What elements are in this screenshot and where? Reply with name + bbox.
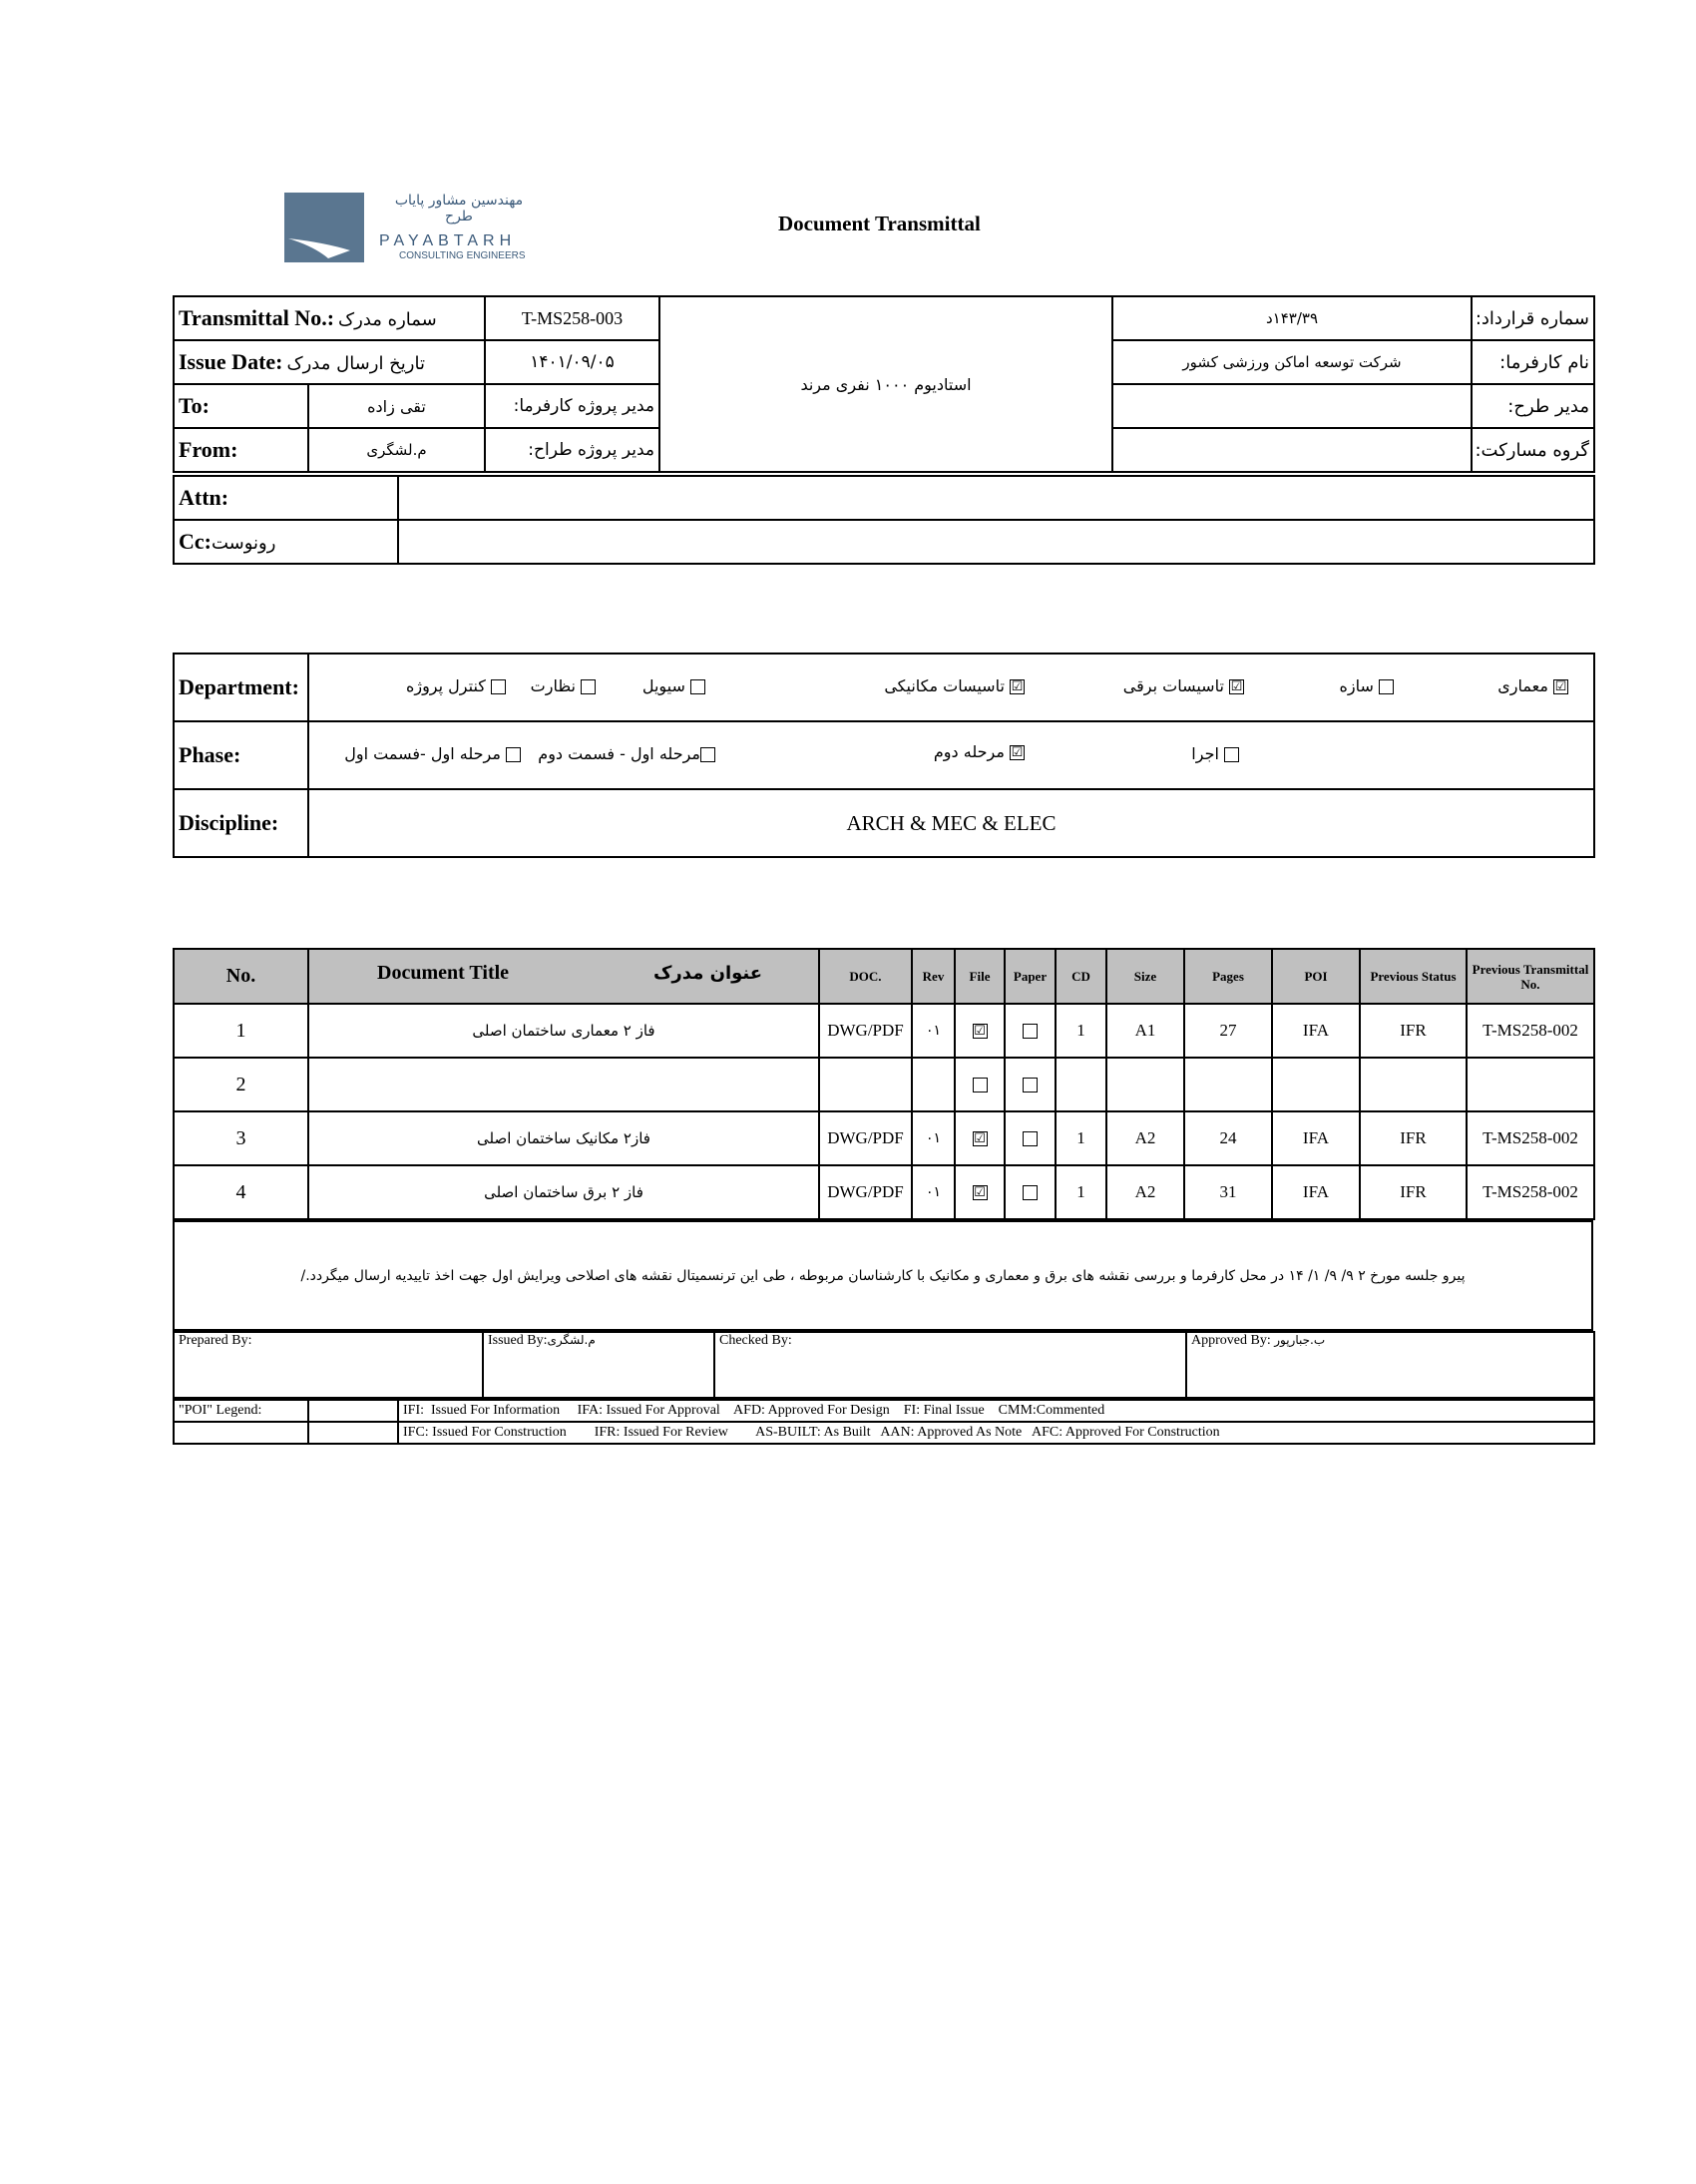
cell-prev-status: IFR [1360,1165,1467,1219]
attn-label: Attn: [174,476,398,520]
dept-civil[interactable]: سیویل [642,676,705,695]
file-checkbox[interactable]: ☑ [974,1130,986,1146]
table-row [174,1111,1594,1165]
dept-project-control[interactable]: کنترل پروژه [406,676,506,695]
cell-title: فاز ۲ برق ساختمان اصلی [308,1165,819,1219]
phase-options [308,721,1594,789]
cell-pages [1184,1058,1272,1111]
cell-rev [912,1058,955,1111]
cell-cd: 1 [1056,1004,1106,1058]
checked-by: Checked By: [714,1332,1186,1398]
cell-prev-status: IFR [1360,1004,1467,1058]
classification-table [173,653,1595,858]
cell-cd [1056,1058,1106,1111]
col-size: Size [1106,949,1184,1004]
cell-size [1106,1058,1184,1111]
col-poi: POI [1272,949,1360,1004]
phase-first-part-one-checkbox[interactable] [506,747,521,762]
transmittal-no-label: Transmittal No.: [179,305,335,330]
dept-electrical[interactable]: ☑ تاسیسات برقی [1122,676,1243,695]
document-rows [174,1004,1594,1219]
cell-no: 2 [174,1058,308,1111]
dept-architecture-checkbox[interactable]: ☑ [1554,679,1567,694]
paper-checkbox[interactable] [1023,1131,1038,1146]
phase-second[interactable]: ☑ مرحله دوم [933,742,1024,761]
transmittal-no-value: T-MS258-003 [485,296,659,340]
cell-doc [819,1058,912,1111]
paper-checkbox[interactable] [1023,1078,1038,1092]
transmittal-no-label-cell [174,296,485,340]
cell-poi: IFA [1272,1111,1360,1165]
table-row [174,1165,1594,1219]
transmittal-no-fa: سماره مدرک [338,309,437,330]
cell-file [955,1058,1005,1111]
file-checkbox[interactable]: ☑ [974,1023,986,1039]
contract-no-value: ۱۴۳/۳۹د [1112,296,1472,340]
legend-line-2: IFC: Issued For Construction IFR: Issued For Review AS-BUILT: As Built AAN: Approved As Note AFC: Approved For Construction [398,1422,1594,1444]
cell-prev-no: T-MS258-002 [1467,1004,1594,1058]
cell-prev-status [1360,1058,1467,1111]
client-label: نام کارفرما: [1472,340,1594,384]
logo-fa-text: مهندسین مشاور پایاب طرح [394,193,524,224]
issued-by [483,1332,714,1398]
cell-rev: ۰۱ [912,1111,955,1165]
page-title: Document Transmittal [778,212,981,235]
to-label: To: [174,384,308,428]
dept-mechanical-checkbox[interactable]: ☑ [1011,679,1024,694]
cell-prev-no: T-MS258-002 [1467,1111,1594,1165]
legend-label: "POI" Legend: [174,1400,308,1422]
issued-by-label: Issued By: [488,1333,548,1348]
discipline-label: Discipline: [174,789,308,857]
cell-paper [1005,1111,1056,1165]
file-checkbox[interactable] [973,1078,988,1092]
col-pages: Pages [1184,949,1272,1004]
client-pm-label: مدیر پروژه کارفرما: [485,384,659,428]
header-table [173,295,1595,473]
cc-label: Cc: [179,529,212,554]
phase-first-part-one[interactable]: مرحله اول -فسمت اول [344,744,521,763]
prepared-by: Prepared By: [174,1332,483,1398]
cell-title: فاز۲ مکانیک ساختمان اصلی [308,1111,819,1165]
cc-fa: رونوست [211,533,276,554]
phase-execution[interactable]: اجرا [1191,744,1239,763]
cell-file [955,1165,1005,1219]
approved-by-name: ب.جبارپور [1274,1333,1326,1347]
col-title-fa: عنوان مدرک [653,963,763,984]
col-prev-no: Previous Transmittal No. [1467,949,1594,1004]
attn-value [398,476,1594,520]
design-manager-value [1112,384,1472,428]
partnership-value [1112,428,1472,472]
phase-second-checkbox[interactable]: ☑ [1011,745,1024,760]
cc-value [398,520,1594,564]
phase-first-part-two[interactable]: مرحله اول - فسمت دوم [538,744,715,763]
partnership-label: گروه مسارکت: [1472,428,1594,472]
discipline-value: ARCH & MEC & ELEC [308,789,1594,857]
col-file: File [955,949,1005,1004]
dept-project-control-checkbox[interactable] [491,679,506,694]
cell-prev-no: T-MS258-002 [1467,1165,1594,1219]
cell-prev-no [1467,1058,1594,1111]
cell-poi: IFA [1272,1165,1360,1219]
cell-size: A2 [1106,1111,1184,1165]
cell-title: فاز ۲ معماری ساختمان اصلی [308,1004,819,1058]
dept-civil-checkbox[interactable] [690,679,705,694]
col-paper: Paper [1005,949,1056,1004]
col-cd: CD [1056,949,1106,1004]
logo-name: PAYABTARH [379,232,517,249]
cell-no: 3 [174,1111,308,1165]
issue-date-label: Issue Date: [179,349,283,374]
client-value: شرکت توسعه اماکن ورزشی کشور [1112,340,1472,384]
cell-poi: IFA [1272,1004,1360,1058]
cell-pages: 27 [1184,1004,1272,1058]
design-manager-label: مدیر طرح: [1472,384,1594,428]
legend-table [173,1399,1595,1445]
cell-no: 4 [174,1165,308,1219]
cell-doc: DWG/PDF [819,1004,912,1058]
cell-cd: 1 [1056,1111,1106,1165]
col-no: No. [174,949,308,1004]
paper-checkbox[interactable] [1023,1024,1038,1039]
from-value: م.لشگری [308,428,485,472]
cell-poi [1272,1058,1360,1111]
phase-execution-checkbox[interactable] [1224,747,1239,762]
cell-pages: 24 [1184,1111,1272,1165]
phase-first-part-two-checkbox[interactable] [700,747,715,762]
dept-architecture[interactable]: ☑ معماری [1497,676,1567,695]
col-title-en: Document Title [377,962,510,984]
dept-electrical-checkbox[interactable]: ☑ [1230,679,1243,694]
cell-prev-status: IFR [1360,1111,1467,1165]
legend-empty-1 [174,1422,308,1444]
legend-empty-2 [308,1422,398,1444]
cell-paper [1005,1004,1056,1058]
cell-pages: 31 [1184,1165,1272,1219]
department-label: Department: [174,654,308,721]
legend-line-1: IFI: Issued For Information IFA: Issued For Approval AFD: Approved For Design FI: Final Issue CMM:Commented [398,1400,1594,1422]
transmittal-note: پیرو جلسه مورخ ۲ ۹/ ۹/ ۱/ ۱۴ در محل کارفرما و بررسی نقشه های برق و معماری و مکانیک با کارشناسان مربوطه ، طی این ترنسمیتال نقشه های اصلاحی ویرایش اول جهت اخذ تاییدیه ارسال میگردد./ [174,1221,1592,1330]
col-title [308,949,819,1004]
legend-spacer [308,1400,398,1422]
phase-label: Phase: [174,721,308,789]
logo-mark-icon [284,193,364,262]
department-options [308,654,1594,721]
cc-label-cell [174,520,398,564]
dept-supervision[interactable]: نظارت [531,676,596,695]
cell-rev: ۰۱ [912,1165,955,1219]
issue-date-label-cell [174,340,485,384]
cell-doc: DWG/PDF [819,1165,912,1219]
cell-size: A2 [1106,1165,1184,1219]
cell-size: A1 [1106,1004,1184,1058]
from-label: From: [174,428,308,472]
table-row [174,1058,1594,1111]
cell-file [955,1004,1005,1058]
table-row [174,1004,1594,1058]
contract-no-label: سماره قرارداد: [1472,296,1594,340]
notes-table [173,1220,1593,1331]
to-value: تقی زاده [308,384,485,428]
cell-title [308,1058,819,1111]
dept-structure-checkbox[interactable] [1379,679,1394,694]
col-doc: DOC. [819,949,912,1004]
dept-structure[interactable]: سازه [1340,676,1394,695]
col-rev: Rev [912,949,955,1004]
col-prev-status: Previous Status [1360,949,1467,1004]
company-logo [284,193,534,266]
logo-subtitle: CONSULTING ENGINEERS [399,250,526,261]
dept-mechanical[interactable]: ☑ تاسیسات مکانیکی [884,676,1024,695]
dept-supervision-checkbox[interactable] [581,679,596,694]
project-name: استادیوم ۱۰۰۰ نفری مرند [659,296,1112,472]
documents-table [173,948,1595,1220]
cell-rev: ۰۱ [912,1004,955,1058]
cell-paper [1005,1058,1056,1111]
file-checkbox[interactable]: ☑ [974,1184,986,1200]
cell-cd: 1 [1056,1165,1106,1219]
approved-by-label: Approved By: [1191,1333,1271,1348]
issue-date-value: ۱۴۰۱/۰۹/۰۵ [485,340,659,384]
cell-doc: DWG/PDF [819,1111,912,1165]
cell-paper [1005,1165,1056,1219]
signoff-table [173,1331,1595,1399]
cell-no: 1 [174,1004,308,1058]
attn-cc-table [173,475,1595,565]
approved-by [1186,1332,1594,1398]
issued-by-name: م.لشگری [547,1333,596,1347]
cell-file [955,1111,1005,1165]
designer-pm-label: مدیر پروژه طراح: [485,428,659,472]
issue-date-fa: تاریخ ارسال مدرک [286,353,425,374]
paper-checkbox[interactable] [1023,1185,1038,1200]
